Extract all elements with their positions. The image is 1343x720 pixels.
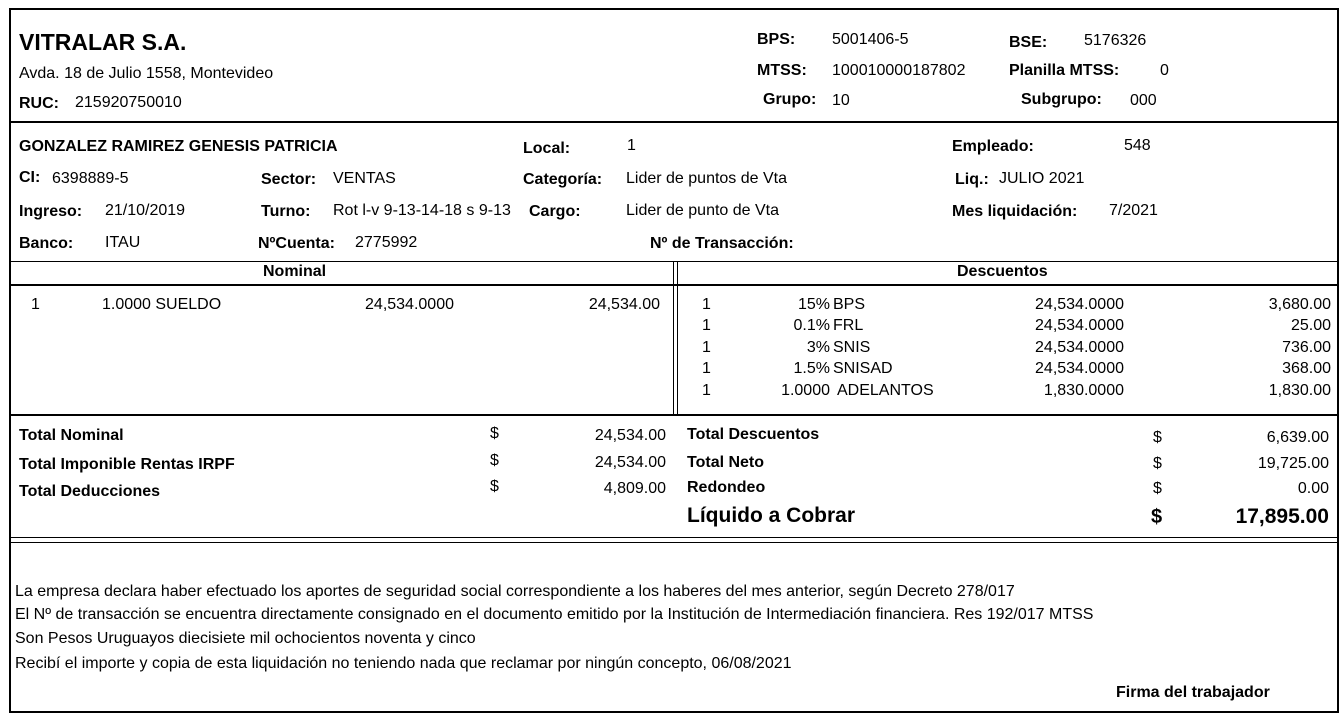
mes-liquidacion-value: 7/2021 [1109, 202, 1158, 219]
descuento-qty: 1 [702, 296, 711, 313]
declaration-line: Recibí el importe y copia de esta liquidación no teniendo nada que reclamar por ningún concepto, 06/08/2021 [15, 655, 792, 672]
planilla-value: 0 [1160, 62, 1169, 79]
ruc-value: 215920750010 [75, 94, 182, 111]
descuento-rate: 15% [797, 296, 830, 313]
turno-value: Rot l-v 9-13-14-18 s 9-13 [333, 202, 511, 219]
currency-symbol: $ [490, 478, 499, 495]
cargo-value: Lider de punto de Vta [626, 202, 780, 219]
total-deducciones-label: Total Deducciones [19, 483, 161, 500]
divider-totals-1 [9, 537, 1339, 538]
total-descuentos-value: 6,639.00 [1266, 429, 1329, 446]
frame-left [9, 8, 11, 713]
divider-table-bottom [9, 414, 1339, 416]
local-label: Local: [523, 140, 571, 157]
transaccion-label: Nº de Transacción: [650, 235, 794, 252]
bps-value: 5001406-5 [832, 31, 909, 48]
descuento-qty: 1 [702, 339, 711, 356]
redondeo-label: Redondeo [687, 479, 766, 496]
frame-top [9, 8, 1339, 10]
total-imponible-value: 24,534.00 [594, 454, 666, 471]
local-value: 1 [627, 137, 636, 154]
divider-company [9, 121, 1339, 123]
descuento-amount: 368.00 [1282, 360, 1331, 377]
currency-symbol: $ [1153, 480, 1162, 497]
total-imponible-label: Total Imponible Rentas IRPF [19, 456, 235, 473]
nominal-qty: 1 [31, 296, 40, 313]
turno-label: Turno: [261, 203, 311, 220]
bps-label: BPS: [757, 31, 796, 48]
declaration-line: Son Pesos Uruguayos diecisiete mil ochocientos noventa y cinco [15, 630, 476, 647]
mtss-value: 100010000187802 [832, 62, 966, 79]
ci-value: 6398889-5 [52, 170, 129, 187]
planilla-label: Planilla MTSS: [1009, 62, 1120, 79]
declaration-line: El Nº de transacción se encuentra directamente consignado en el documento emitido por la Institución de Intermediación financiera. Res 192/017 MTSS [15, 606, 1094, 623]
cuenta-value: 2775992 [355, 234, 418, 251]
bse-value: 5176326 [1084, 32, 1147, 49]
divider-totals-2 [9, 542, 1339, 543]
nominal-header: Nominal [263, 263, 327, 280]
descuento-concept: ADELANTOS [837, 382, 934, 399]
bse-label: BSE: [1009, 34, 1048, 51]
categoria-value: Lider de puntos de Vta [626, 170, 788, 187]
descuento-rate: 0.1% [793, 317, 830, 334]
divider-columns-1 [673, 262, 674, 414]
liq-value: JULIO 2021 [999, 170, 1085, 187]
descuento-concept: SNISAD [833, 360, 893, 377]
descuento-base: 24,534.0000 [1035, 296, 1124, 313]
redondeo-value: 0.00 [1297, 480, 1329, 497]
company-name: VITRALAR S.A. [19, 29, 187, 55]
descuento-concept: FRL [833, 317, 864, 334]
categoria-label: Categoría: [523, 171, 603, 188]
company-address: Avda. 18 de Julio 1558, Montevideo [19, 65, 274, 82]
descuento-qty: 1 [702, 360, 711, 377]
descuento-rate: 1.0000 [781, 382, 830, 399]
sector-value: VENTAS [333, 170, 396, 187]
declaration-line: La empresa declara haber efectuado los aportes de seguridad social correspondiente a los haberes del mes anterior, según Decreto 278/017 [15, 583, 1015, 600]
descuento-base: 1,830.0000 [1043, 382, 1124, 399]
descuento-concept: SNIS [833, 339, 871, 356]
ingreso-value: 21/10/2019 [105, 202, 186, 219]
descuento-amount: 3,680.00 [1268, 296, 1331, 313]
grupo-label: Grupo: [763, 91, 817, 108]
liq-label: Liq.: [955, 171, 989, 188]
liquido-value: 17,895.00 [1235, 505, 1329, 528]
currency-symbol: $ [1151, 506, 1163, 528]
descuento-qty: 1 [702, 317, 711, 334]
cuenta-label: NºCuenta: [258, 235, 335, 252]
ingreso-label: Ingreso: [19, 203, 83, 220]
frame-right [1337, 8, 1339, 713]
ruc-label: RUC: [19, 95, 59, 112]
descuento-amount: 25.00 [1290, 317, 1331, 334]
banco-label: Banco: [19, 235, 74, 252]
currency-symbol: $ [1153, 429, 1162, 446]
currency-symbol: $ [490, 452, 499, 469]
descuento-amount: 1,830.00 [1268, 382, 1331, 399]
total-nominal-label: Total Nominal [19, 427, 124, 444]
currency-symbol: $ [1153, 455, 1162, 472]
divider-columns-2 [677, 262, 678, 414]
signature-label: Firma del trabajador [1116, 684, 1270, 701]
nominal-base: 24,534.0000 [365, 296, 454, 313]
total-neto-label: Total Neto [687, 454, 765, 471]
descuentos-header: Descuentos [957, 263, 1048, 280]
divider-table-header [9, 284, 1339, 286]
descuento-qty: 1 [702, 382, 711, 399]
nominal-concept: 1.0000 SUELDO [102, 296, 222, 313]
subgrupo-value: 000 [1130, 92, 1157, 109]
subgrupo-label: Subgrupo: [1021, 91, 1102, 108]
grupo-value: 10 [832, 92, 850, 109]
total-deducciones-value: 4,809.00 [603, 480, 666, 497]
descuento-base: 24,534.0000 [1035, 317, 1124, 334]
empleado-value: 548 [1124, 137, 1151, 154]
total-neto-value: 19,725.00 [1257, 455, 1329, 472]
divider-employee [9, 261, 1339, 262]
descuento-amount: 736.00 [1282, 339, 1331, 356]
descuento-concept: BPS [833, 296, 866, 313]
descuento-rate: 1.5% [793, 360, 830, 377]
total-nominal-value: 24,534.00 [594, 427, 666, 444]
frame-bottom [9, 711, 1339, 713]
mtss-label: MTSS: [757, 62, 807, 79]
empleado-label: Empleado: [952, 138, 1034, 155]
cargo-label: Cargo: [529, 203, 581, 220]
descuento-base: 24,534.0000 [1035, 339, 1124, 356]
descuento-base: 24,534.0000 [1035, 360, 1124, 377]
nominal-amount: 24,534.00 [588, 296, 660, 313]
employee-name: GONZALEZ RAMIREZ GENESIS PATRICIA [19, 138, 338, 155]
total-descuentos-label: Total Descuentos [687, 426, 820, 443]
mes-liquidacion-label: Mes liquidación: [952, 203, 1078, 220]
currency-symbol: $ [490, 425, 499, 442]
banco-value: ITAU [105, 234, 141, 251]
descuento-rate: 3% [806, 339, 830, 356]
liquido-label: Líquido a Cobrar [687, 504, 855, 527]
sector-label: Sector: [261, 171, 317, 188]
ci-label: CI: [19, 169, 41, 186]
